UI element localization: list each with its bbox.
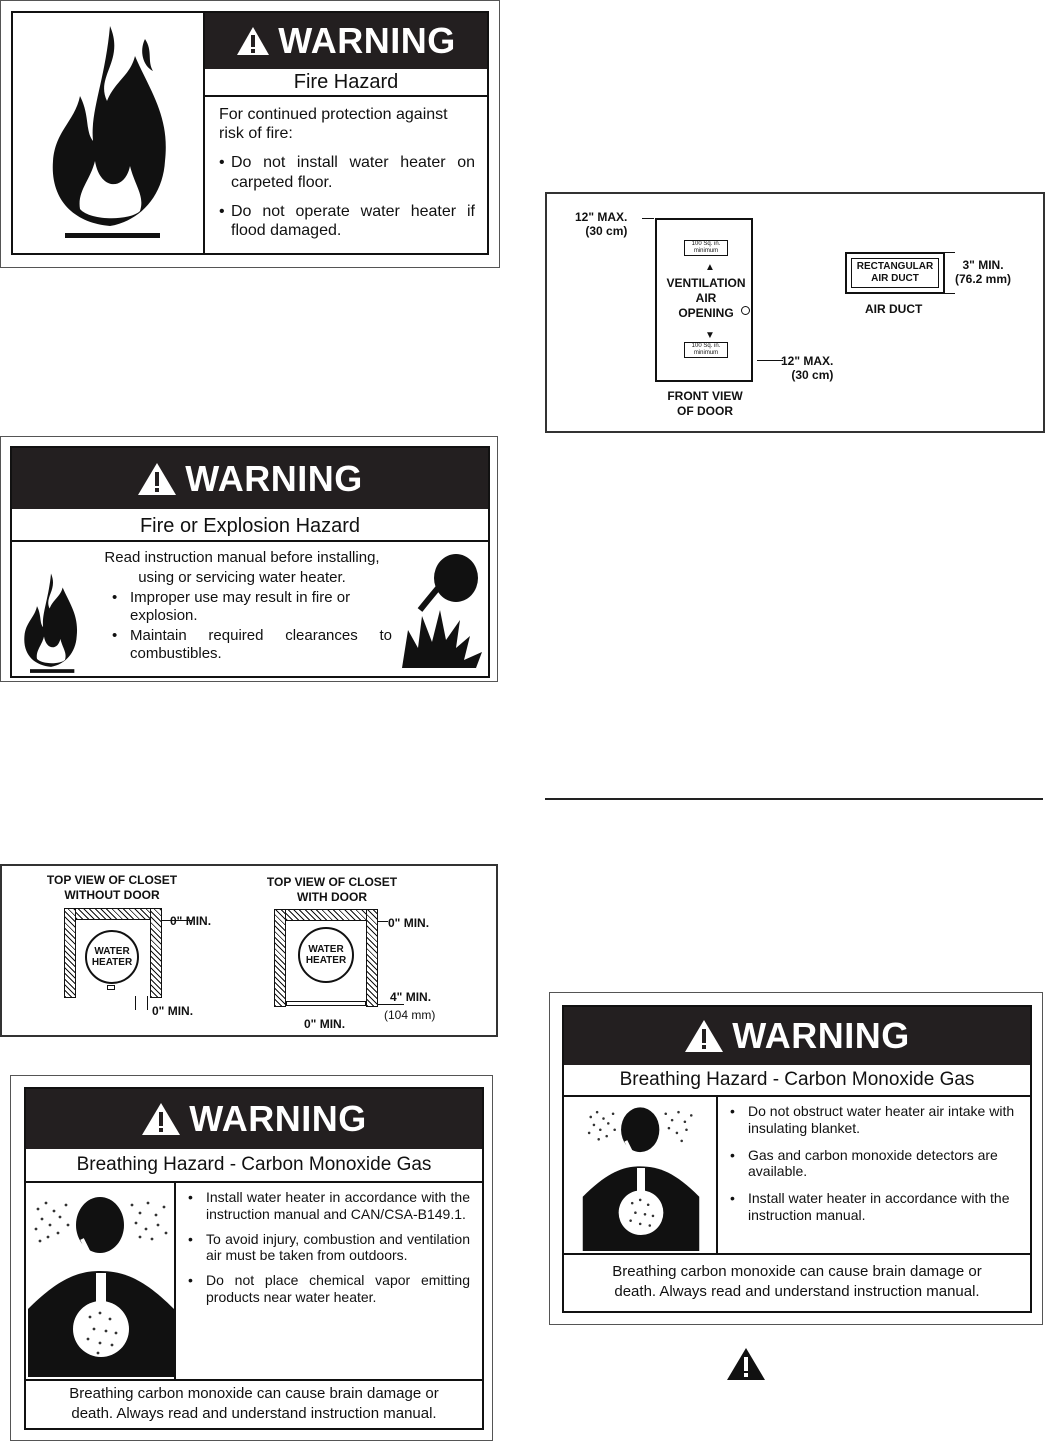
fire-hazard-title — [205, 69, 487, 97]
air-duct-inner: RECTANGULAR AIR DUCT — [851, 258, 939, 288]
explosion-warning-bar — [12, 448, 488, 509]
flame-icon — [16, 570, 86, 675]
air-duct-caption: AIR DUCT — [865, 302, 923, 316]
co-left-title — [26, 1149, 482, 1183]
closet-left-top-clearance: 0" MIN. — [170, 914, 212, 928]
explosion-intro-2: using or servicing water heater. — [138, 568, 346, 586]
dim-line — [757, 360, 783, 361]
air-duct-dimension: 3" MIN. (76.2 mm) — [955, 258, 1012, 287]
explosion-warning-text: WARNING — [185, 457, 363, 499]
closet-top-wall — [274, 909, 378, 921]
closet-left-wall — [274, 909, 286, 1007]
fire-hazard-label — [0, 0, 500, 268]
fire-hazard-icon-panel — [11, 11, 203, 255]
vent-bottom-dimension: 12" MAX. (30 cm) — [781, 354, 834, 383]
co-right-bullets-panel — [722, 1103, 1018, 1224]
co-left-bullets — [180, 1189, 470, 1306]
vent-opening-label: VENTILATION AIR OPENING — [666, 276, 746, 320]
dim-line — [378, 921, 388, 922]
co-right-bullets — [722, 1103, 1018, 1224]
co-right-bullet: • Gas and carbon monoxide detectors are available. — [722, 1147, 1018, 1181]
co-right-bullet: • Do not obstruct water heater air intake with insulating blanket. — [722, 1103, 1018, 1137]
closet-door-clearance: 4" MIN. — [390, 990, 432, 1004]
fire-hazard-bullet-2: • Do not operate water heater if flood damaged. — [219, 202, 475, 239]
warning-triangle-icon — [137, 462, 177, 496]
warning-triangle-icon — [141, 1102, 181, 1136]
co-left-inner — [24, 1087, 484, 1430]
co-hazard-label-left — [10, 1075, 493, 1441]
fire-hazard-warning-text: WARNING — [278, 20, 456, 61]
person-breathing-icon — [28, 1189, 174, 1377]
vent-top-dimension: 12" MAX. (30 cm) — [575, 210, 628, 239]
co-right-footer: Breathing carbon monoxide can cause brain damage or death. Always read and understand instruction manual. — [564, 1253, 1030, 1311]
air-duct-box — [845, 252, 945, 294]
co-left-bullet: • Install water heater in accordance with the instruction manual and CAN/CSA-B149.1. — [180, 1189, 470, 1223]
explosion-bullet: • Maintain required clearances to combustibles. — [104, 627, 392, 663]
closet-right-wall — [150, 908, 162, 998]
fire-hazard-intro: For continued protection against risk of fire: — [219, 106, 448, 143]
fire-hazard-warning-bar — [205, 13, 487, 69]
co-left-warning-bar — [26, 1089, 482, 1149]
explosion-title — [12, 512, 488, 542]
co-left-warning-text: WARNING — [189, 1098, 367, 1139]
closet-left-wall — [64, 908, 76, 998]
closet-door-clearance-metric: (104 mm) — [384, 1008, 436, 1022]
fire-hazard-bullet-1: • Do not install water heater on carpeted floor. — [219, 154, 475, 191]
vent-grille-bottom: 100 Sq. in. minimum — [684, 342, 728, 358]
explosion-icon — [398, 550, 490, 670]
co-right-title — [564, 1065, 1030, 1097]
front-view-caption: FRONT VIEW OF DOOR — [667, 389, 743, 418]
fire-hazard-body — [219, 105, 475, 240]
co-left-bullet: • To avoid injury, combustion and ventilation air must be taken from outdoors. — [180, 1231, 470, 1265]
co-right-title-text: Breathing Hazard - Carbon Monoxide Gas — [619, 1069, 975, 1090]
closet-right-top-clearance: 0" MIN. — [388, 916, 430, 930]
co-hazard-label-right — [549, 992, 1043, 1325]
closet-right-walls — [274, 909, 378, 1019]
co-left-title-text: Breathing Hazard - Carbon Monoxide Gas — [76, 1154, 432, 1175]
closet-top-wall — [64, 908, 162, 920]
vent-grille-top: 100 Sq. in. minimum — [684, 240, 728, 256]
closet-left-title: TOP VIEW OF CLOSET WITHOUT DOOR — [46, 873, 178, 902]
warning-triangle-icon — [726, 1347, 766, 1381]
explosion-intro-1: Read instruction manual before installing, — [104, 549, 380, 566]
explosion-bullet: • Improper use may result in fire or explosion. — [104, 589, 392, 625]
closet-door — [286, 1001, 366, 1006]
dim-tick — [135, 996, 136, 1010]
dim-line — [378, 1004, 404, 1005]
dim-line — [945, 252, 955, 253]
explosion-body — [92, 548, 392, 663]
co-right-inner — [562, 1005, 1032, 1313]
ventilation-diagram — [545, 192, 1045, 433]
co-right-warning-bar — [564, 1007, 1030, 1065]
co-right-bullet: • Install water heater in accordance with the instruction manual. — [722, 1190, 1018, 1224]
explosion-bullets — [92, 589, 392, 663]
person-breathing-icon — [568, 1101, 714, 1251]
co-left-figure-panel — [26, 1183, 176, 1379]
co-right-warning-text: WARNING — [732, 1015, 910, 1056]
co-right-figure-panel — [564, 1097, 718, 1253]
warning-triangle-icon — [236, 26, 270, 56]
arrow-down-icon: ▼ — [705, 330, 715, 341]
closet-right-side-clearance: 0" MIN. — [304, 1017, 346, 1031]
arrow-up-icon: ▲ — [705, 262, 715, 273]
co-left-footer: Breathing carbon monoxide can cause brain damage or death. Always read and understand instruction manual. — [26, 1379, 482, 1428]
explosion-hazard-inner — [10, 446, 490, 678]
closet-left-walls — [64, 908, 162, 998]
water-heater-circle: WATER HEATER — [298, 927, 354, 983]
explosion-title-text: Fire or Explosion Hazard — [139, 514, 361, 537]
explosion-hazard-label — [0, 436, 498, 682]
closet-right-title: TOP VIEW OF CLOSET WITH DOOR — [266, 875, 398, 904]
door-outline — [655, 218, 753, 382]
co-left-bullet: • Do not place chemical vapor emitting products near water heater. — [180, 1272, 470, 1306]
heater-base — [107, 985, 115, 990]
dim-tick — [147, 996, 148, 1010]
fire-hazard-title-text: Fire Hazard — [293, 70, 399, 93]
fire-hazard-text-panel — [203, 11, 489, 255]
flame-icon — [35, 21, 185, 241]
dim-line — [642, 218, 654, 219]
dim-line — [945, 293, 955, 294]
water-heater-circle: WATER HEATER — [85, 930, 139, 984]
closet-clearance-diagram — [0, 864, 498, 1037]
closet-right-wall — [366, 909, 378, 1007]
section-divider — [545, 798, 1043, 800]
warning-triangle-icon — [684, 1019, 724, 1053]
closet-left-side-clearance: 0" MIN. — [152, 1004, 194, 1018]
co-left-bullets-panel — [180, 1189, 470, 1306]
door-knob-icon — [741, 306, 750, 315]
